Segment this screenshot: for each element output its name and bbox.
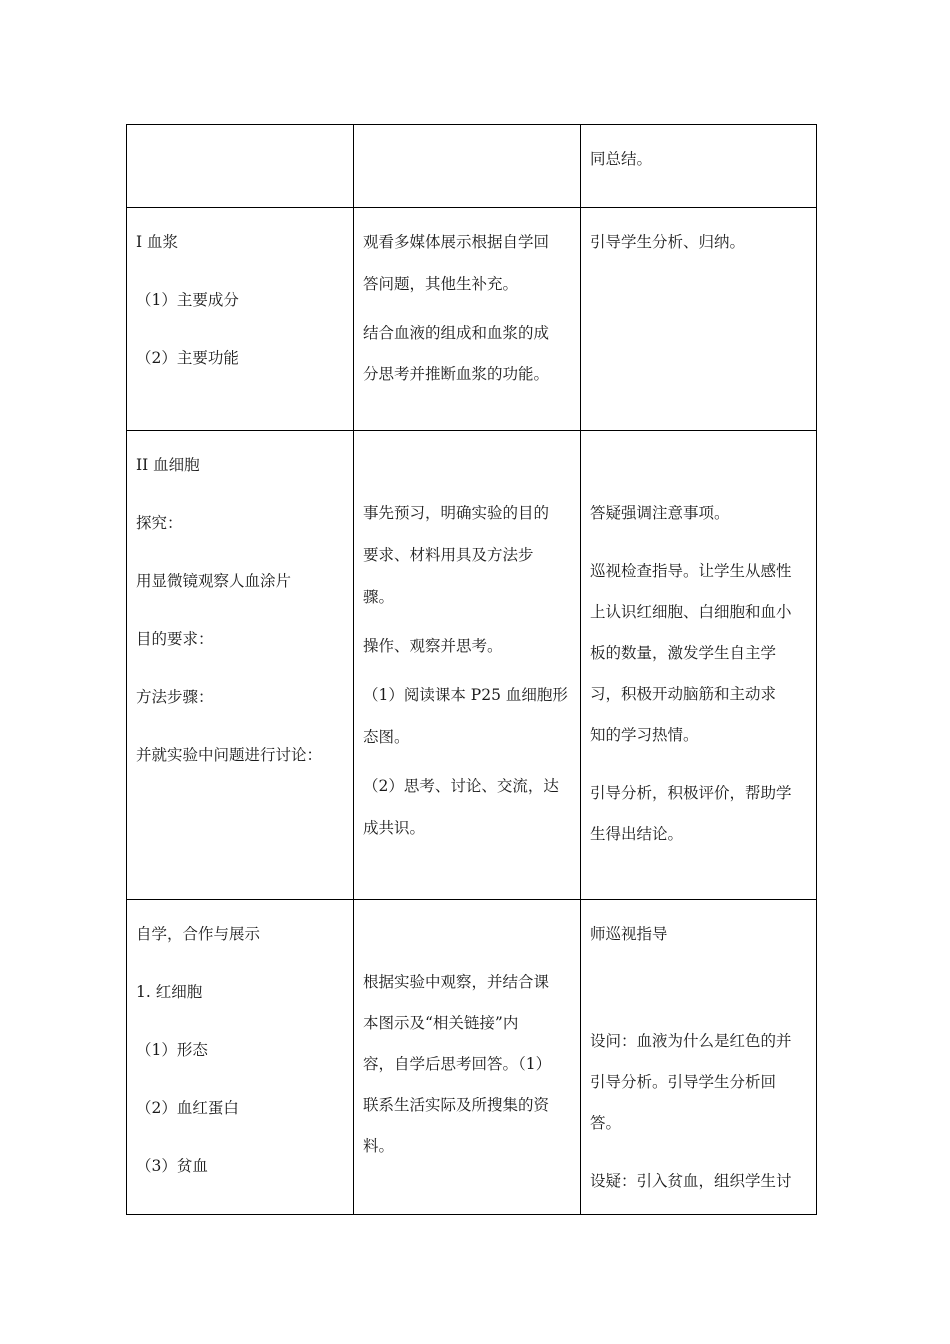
cell-text: 骤。 bbox=[363, 588, 395, 606]
cell-text: （2）思考、讨论、交流，达 bbox=[363, 777, 559, 795]
cell-text: （2）主要功能 bbox=[136, 349, 239, 367]
cell-text: 观看多媒体展示根据自学回 bbox=[363, 233, 550, 251]
cell-text: 引导学生分析、归纳。 bbox=[590, 233, 746, 251]
cell-text: 师巡视指导 bbox=[590, 925, 668, 943]
cell-text: 设问：血液为什么是红色的并 bbox=[590, 1032, 792, 1050]
cell-text: （3）贫血 bbox=[136, 1157, 208, 1175]
cell-text: 并就实验中问题进行讨论： bbox=[136, 746, 323, 764]
lesson-plan-table bbox=[126, 124, 817, 1215]
teacher-activity-cell bbox=[581, 125, 817, 208]
cell-text: 板的数量，激发学生自主学 bbox=[590, 644, 777, 662]
content-cell bbox=[127, 208, 354, 431]
student-activity-cell bbox=[354, 431, 581, 900]
student-activity-cell bbox=[354, 125, 581, 208]
cell-text: 自学，合作与展示 bbox=[136, 925, 261, 943]
cell-text: 要求、材料用具及方法步 bbox=[363, 546, 534, 564]
cell-text: 根据实验中观察，并结合课 bbox=[363, 973, 550, 991]
cell-text: 探究： bbox=[136, 514, 183, 532]
cell-text: （1）主要成分 bbox=[136, 291, 239, 309]
content-cell bbox=[127, 125, 354, 208]
cell-text: （1）阅读课本 P25 血细胞形 bbox=[363, 686, 568, 704]
cell-text: 答问题，其他生补充。 bbox=[363, 275, 519, 293]
cell-text: 习，积极开动脑筋和主动求 bbox=[590, 685, 777, 703]
cell-text: 上认识红细胞、白细胞和血小 bbox=[590, 603, 792, 621]
cell-text: （1）形态 bbox=[136, 1041, 208, 1059]
cell-text: 联系生活实际及所搜集的资 bbox=[363, 1096, 550, 1114]
cell-text: 生得出结论。 bbox=[590, 825, 684, 843]
cell-text: 1. 红细胞 bbox=[136, 983, 203, 1001]
table-row bbox=[127, 208, 817, 431]
cell-text: 引导分析，积极评价，帮助学 bbox=[590, 784, 792, 802]
table-row bbox=[127, 125, 817, 208]
cell-text: 容，自学后思考回答。（1） bbox=[363, 1055, 552, 1073]
cell-text: 分思考并推断血浆的功能。 bbox=[363, 365, 550, 383]
cell-text: 结合血液的组成和血浆的成 bbox=[363, 324, 550, 342]
cell-text: 巡视检查指导。让学生从感性 bbox=[590, 562, 792, 580]
cell-text: 用显微镜观察人血涂片 bbox=[136, 572, 292, 590]
student-activity-cell bbox=[354, 900, 581, 1215]
cell-text: （2）血红蛋白 bbox=[136, 1099, 239, 1117]
content-cell bbox=[127, 431, 354, 900]
cell-text: 引导分析。引导学生分析回 bbox=[590, 1073, 777, 1091]
cell-text: 操作、观察并思考。 bbox=[363, 637, 503, 655]
cell-text: 本图示及“相关链接”内 bbox=[363, 1014, 519, 1032]
table-row bbox=[127, 431, 817, 900]
teacher-activity-cell bbox=[581, 208, 817, 431]
cell-text: 目的要求： bbox=[136, 630, 214, 648]
teacher-activity-cell bbox=[581, 900, 817, 1215]
table-row bbox=[127, 900, 817, 1215]
student-activity-cell bbox=[354, 208, 581, 431]
cell-text: 态图。 bbox=[363, 728, 410, 746]
teacher-activity-cell bbox=[581, 431, 817, 900]
cell-text: I 血浆 bbox=[136, 233, 179, 251]
cell-text: 成共识。 bbox=[363, 819, 426, 837]
cell-text: 知的学习热情。 bbox=[590, 726, 699, 744]
cell-text: II 血细胞 bbox=[136, 456, 200, 474]
cell-text: 料。 bbox=[363, 1137, 395, 1155]
cell-text: 答。 bbox=[590, 1114, 622, 1132]
cell-text: 设疑：引入贫血，组织学生讨 bbox=[590, 1172, 792, 1190]
cell-text: 同总结。 bbox=[590, 150, 653, 168]
content-cell bbox=[127, 900, 354, 1215]
cell-text: 方法步骤： bbox=[136, 688, 214, 706]
cell-text: 事先预习，明确实验的目的 bbox=[363, 504, 550, 522]
cell-text: 答疑强调注意事项。 bbox=[590, 504, 730, 522]
